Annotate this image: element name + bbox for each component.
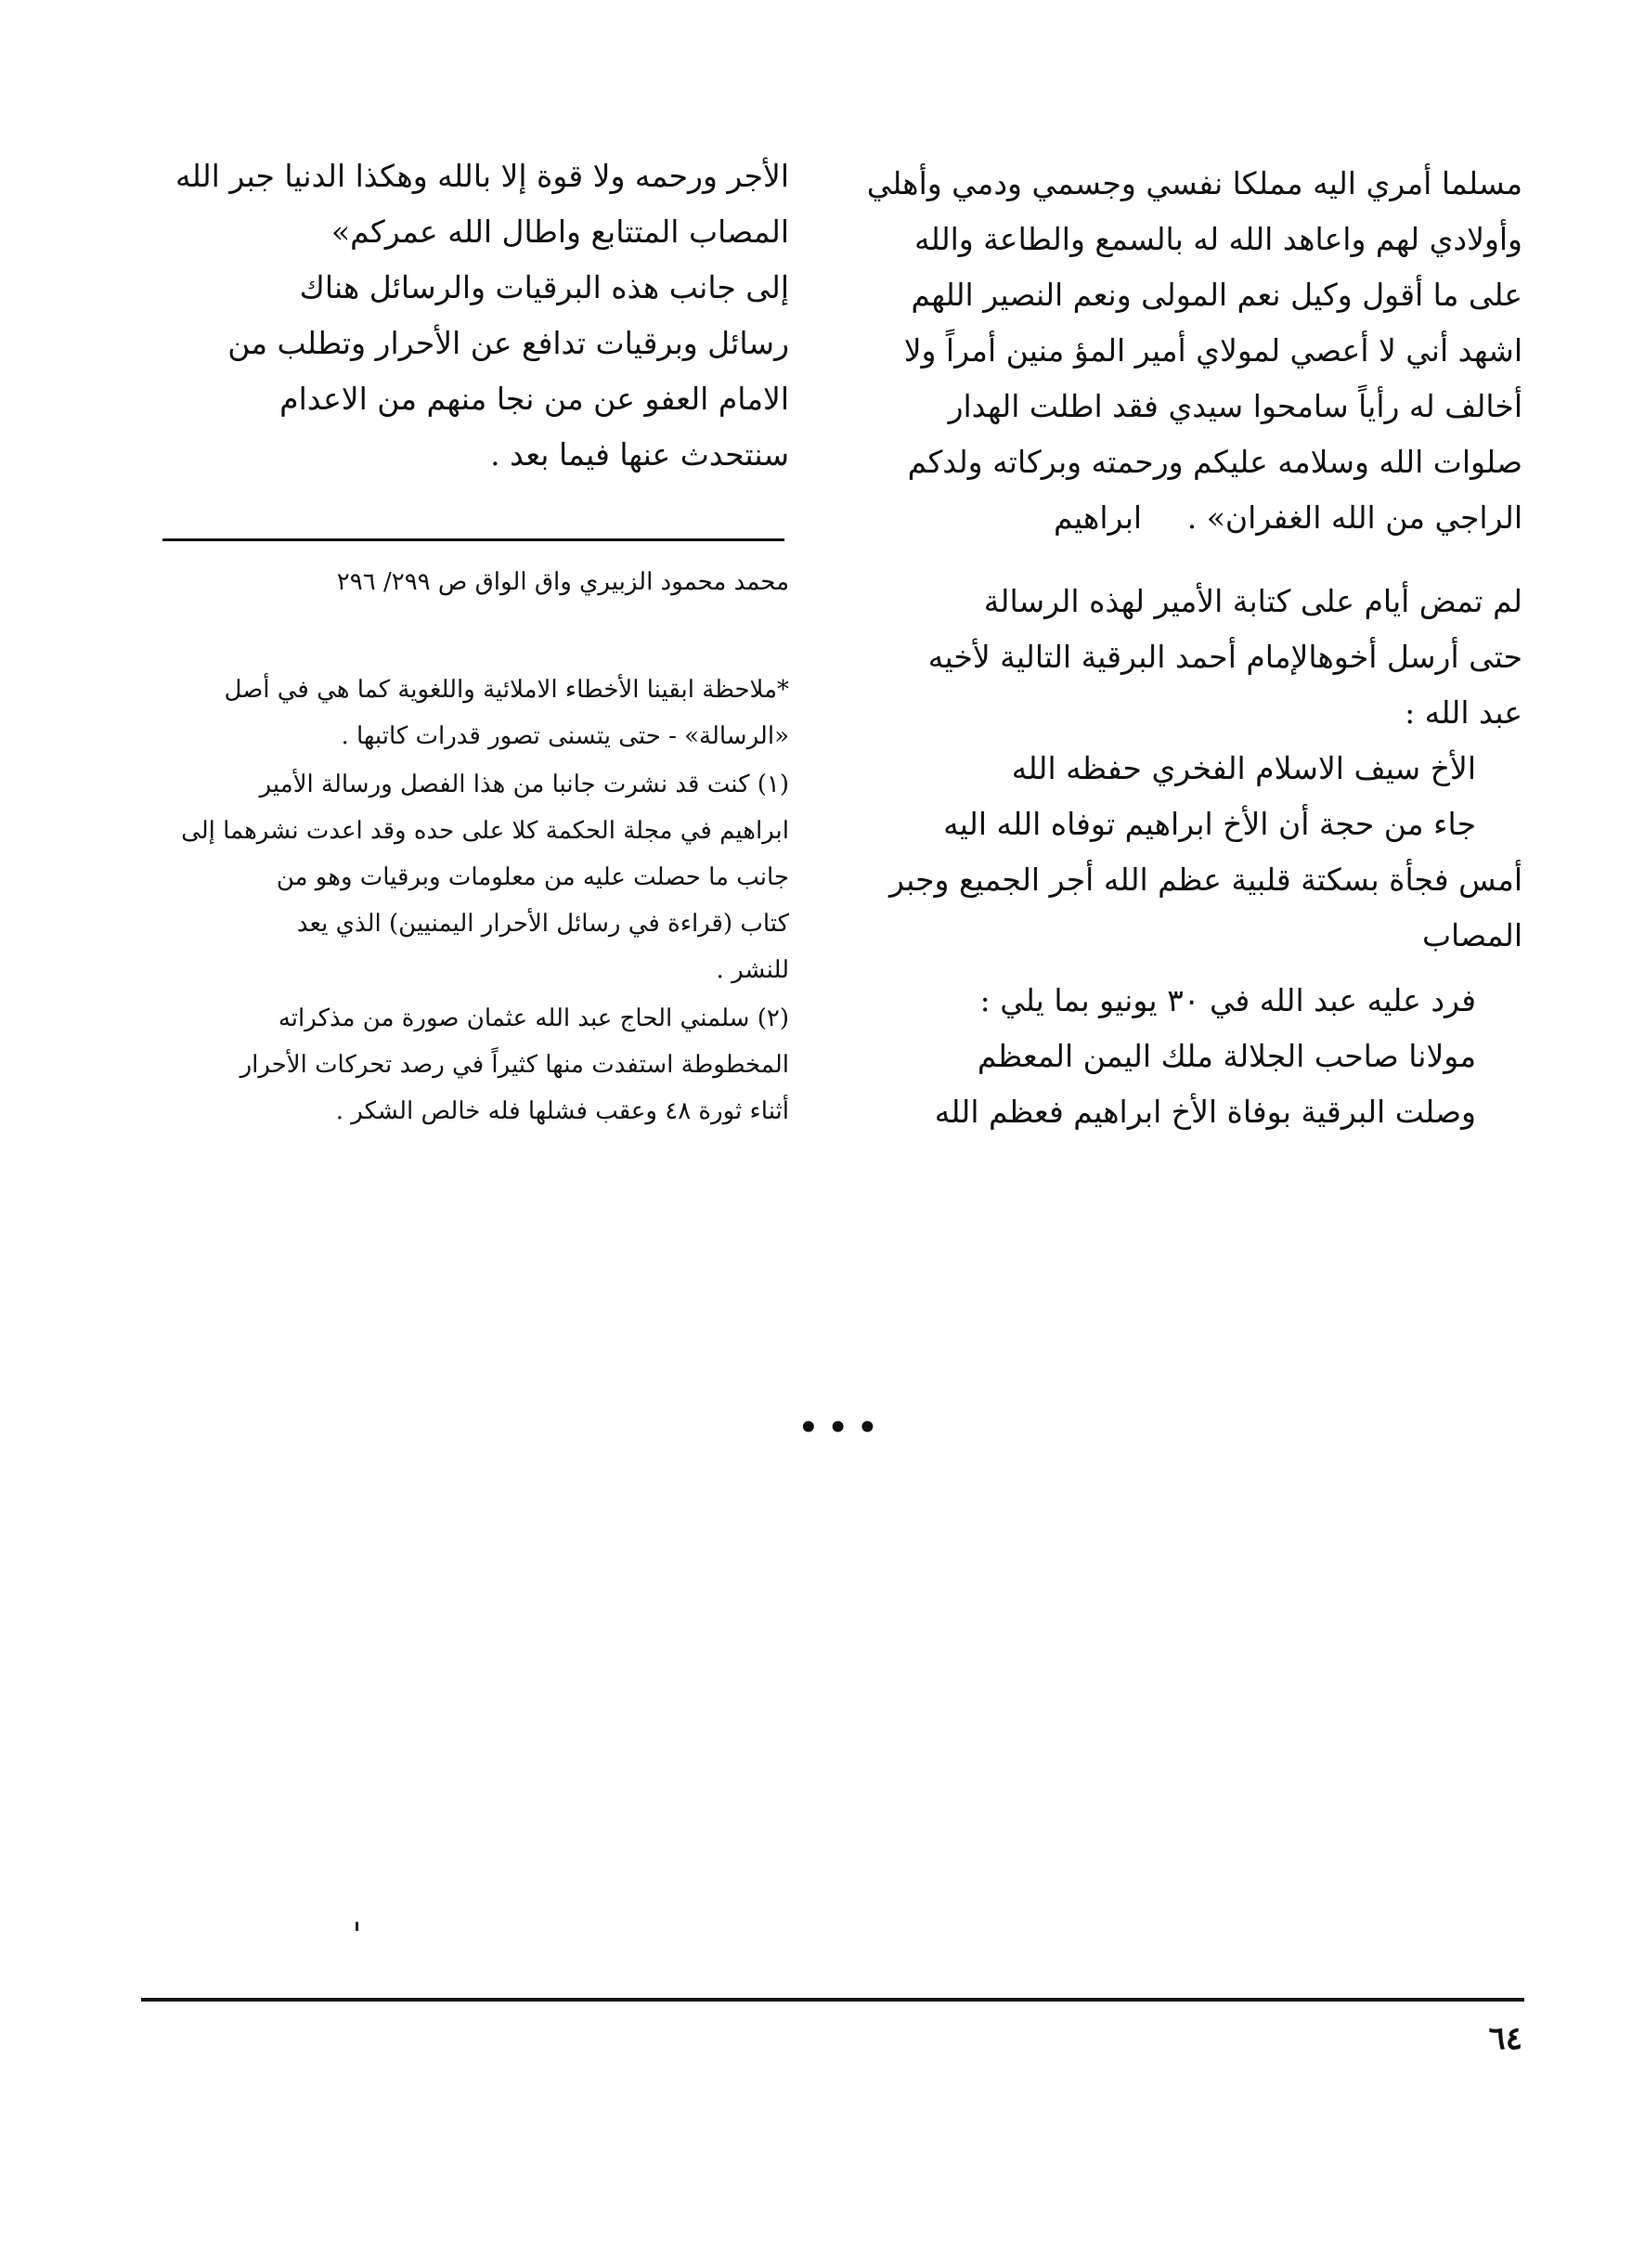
signature: ابراهيم: [1054, 499, 1143, 536]
left-column: [150, 149, 789, 483]
footnotes: [150, 667, 789, 1136]
footnote-line: للنشر .: [716, 956, 789, 984]
section-separator: •••: [798, 1409, 887, 1446]
text-line: اشهد أني لا أعصي لمولاي أمير المؤ منين أمراً ولا: [903, 332, 1522, 369]
footnote-line: «الرسالة» - حتى يتسنى تصور قدرات كاتبها .: [341, 722, 789, 750]
text-line: أمس فجأة بسكتة قلبية عظم الله أجر الجميع وجبر: [888, 862, 1522, 898]
right-para-1: [868, 156, 1522, 546]
text-line: الامام العفو عن من نجا منهم من الاعدام: [279, 381, 789, 417]
text-line: الأخ سيف الاسلام الفخري حفظه الله: [1011, 750, 1476, 786]
text-line: المصاب المتتابع واطال الله عمركم»: [330, 214, 789, 250]
text-line: لم تمض أيام على كتابة الأمير لهذه الرسالة: [983, 583, 1522, 619]
text-line: مسلما أمري اليه مملكا نفسي وجسمي ودمي وأهلي: [866, 165, 1522, 201]
telegram-quote: [868, 741, 1522, 964]
text-line: سنتحدث عنها فيما بعد .: [490, 436, 789, 473]
text-line: الراجي من الله الغفران» .: [1186, 499, 1522, 536]
closing-line: [868, 490, 1522, 546]
text-line: فرد عليه عبد الله في ٣٠ يونيو بما يلي :: [979, 982, 1476, 1018]
footnote-line: المخطوطة استفدت منها كثيراً في رصد تحركات الأحرار: [240, 1051, 789, 1079]
footnote-line: *ملاحظة ابقينا الأخطاء الاملائية واللغوية كما هي في أصل: [224, 676, 789, 704]
page-footer-rule: [141, 1998, 1524, 2002]
text-line: على ما أقول وكيل نعم المولى ونعم النصير اللهم: [911, 277, 1522, 313]
footnote-line: جانب ما حصلت عليه من معلومات وبرقيات وهو من: [276, 863, 789, 891]
text-line: مولانا صاحب الجلالة ملك اليمن المعظم: [977, 1038, 1476, 1074]
text-line: الأجر ورحمه ولا قوة إلا بالله وهكذا الدنيا جبر الله: [175, 158, 789, 194]
text-line: جاء من حجة أن الأخ ابراهيم توفاه الله اليه: [943, 806, 1476, 842]
footnote-line: أثناء ثورة ٤٨ وعقب فشلها فله خالص الشكر .: [335, 1097, 789, 1125]
text-line: عبد الله :: [1405, 694, 1522, 731]
text-line: رسائل وبرقيات تدافع عن الأحرار وتطلب من: [227, 325, 789, 361]
footnote-line: كتاب (قراءة في رسائل الأحرار اليمنيين) الذي يعد: [296, 910, 789, 938]
footnote-divider: [162, 538, 784, 541]
footnote-1: [150, 761, 789, 993]
text-line: المصاب: [1421, 917, 1522, 953]
text-line: وصلت البرقية بوفاة الأخ ابراهيم فعظم الله: [934, 1094, 1476, 1130]
source-citation: محمد محمود الزبيري واق الواق ص ٢٩٩/ ٢٩٦: [336, 568, 789, 596]
footnote-2: [150, 995, 789, 1134]
text-line: وأولادي لهم واعاهد الله له بالسمع والطاعة والله: [913, 221, 1522, 257]
right-para-2: [868, 574, 1522, 741]
text-line: صلوات الله وسلامه عليكم ورحمته وبركاته ولدكم: [907, 444, 1522, 480]
page-number: ٦٤: [1488, 2020, 1522, 2057]
footnote-line: (١) كنت قد نشرت جانبا من هذا الفصل ورسالة الأمير: [259, 771, 789, 798]
text-line: إلى جانب هذه البرقيات والرسائل هناك: [299, 269, 789, 305]
text-line: أخالف له رأياً سامحوا سيدي فقد اطلت الهدار: [948, 388, 1522, 424]
text-line: حتى أرسل أخوهالإمام أحمد البرقية التالية لأخيه: [927, 639, 1522, 675]
footnote-line: (٢) سلمني الحاج عبد الله عثمان صورة من مذكراته: [278, 1004, 789, 1032]
reply-quote: [868, 973, 1522, 1140]
footnote-line: ابراهيم في مجلة الحكمة كلا على حده وقد اعدت نشرهما إلى: [181, 817, 789, 845]
scan-speck: [356, 1922, 358, 1931]
right-column: [868, 156, 1522, 1140]
left-para-1: [150, 149, 789, 260]
footnote-remark: [150, 667, 789, 759]
left-para-2: [150, 260, 789, 483]
